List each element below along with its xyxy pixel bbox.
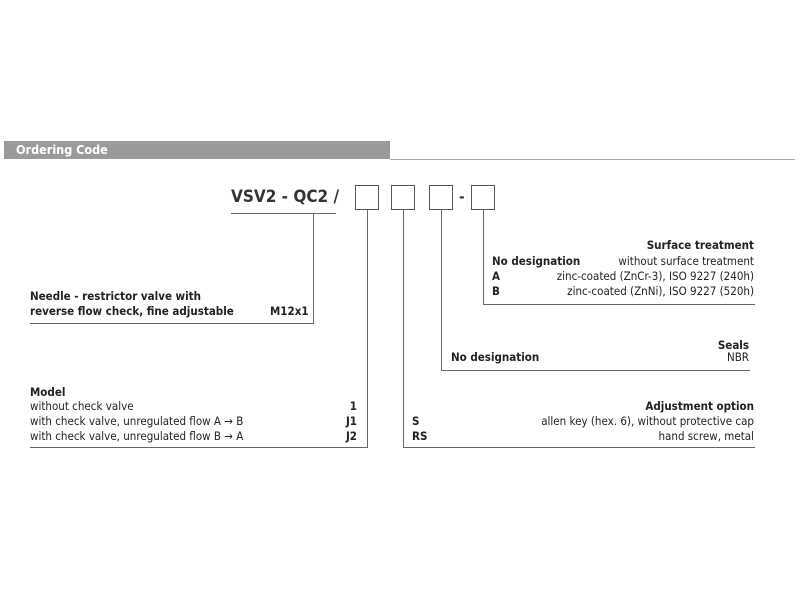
model-desc: without check valve xyxy=(30,399,134,413)
adjust-desc: hand screw, metal xyxy=(658,429,754,443)
code-separator: - xyxy=(459,188,465,206)
seals-desc: NBR xyxy=(726,350,749,364)
model-desc: with check valve, unregulated flow A → B xyxy=(30,414,244,428)
seals-title: Seals xyxy=(717,338,749,352)
adjust-code: RS xyxy=(412,429,428,443)
adjust-title: Adjustment option xyxy=(645,399,754,413)
needle-line1: Needle - restrictor valve with xyxy=(30,289,201,303)
seals-code: No designation xyxy=(451,350,540,364)
needle-line2: reverse flow check, fine adjustable xyxy=(30,304,234,318)
surface-desc: zinc-coated (ZnNi), ISO 9227 (520h) xyxy=(567,284,754,298)
code-box-model xyxy=(355,185,379,210)
adjust-code: S xyxy=(412,414,420,428)
model-code: J2 xyxy=(345,429,357,443)
surface-code: B xyxy=(492,284,500,298)
surface-desc: zinc-coated (ZnCr-3), ISO 9227 (240h) xyxy=(556,269,754,283)
model-title: Model xyxy=(30,385,66,399)
surface-code: No designation xyxy=(492,254,581,268)
surface-desc: without surface treatment xyxy=(618,254,754,268)
code-box-surface xyxy=(471,185,495,210)
model-code: J1 xyxy=(345,414,357,428)
surface-code: A xyxy=(492,269,501,283)
model-desc: with check valve, unregulated flow B → A xyxy=(30,429,244,443)
code-box-seals xyxy=(429,185,453,210)
surface-title: Surface treatment xyxy=(646,238,754,252)
adjust-desc: allen key (hex. 6), without protective cap xyxy=(541,414,754,428)
section-header: Ordering Code xyxy=(4,141,390,159)
code-box-adjustment xyxy=(391,185,415,210)
code-prefix: VSV2 - QC2 / xyxy=(231,187,340,207)
model-code: 1 xyxy=(349,399,357,413)
needle-value: M12x1 xyxy=(270,304,309,318)
